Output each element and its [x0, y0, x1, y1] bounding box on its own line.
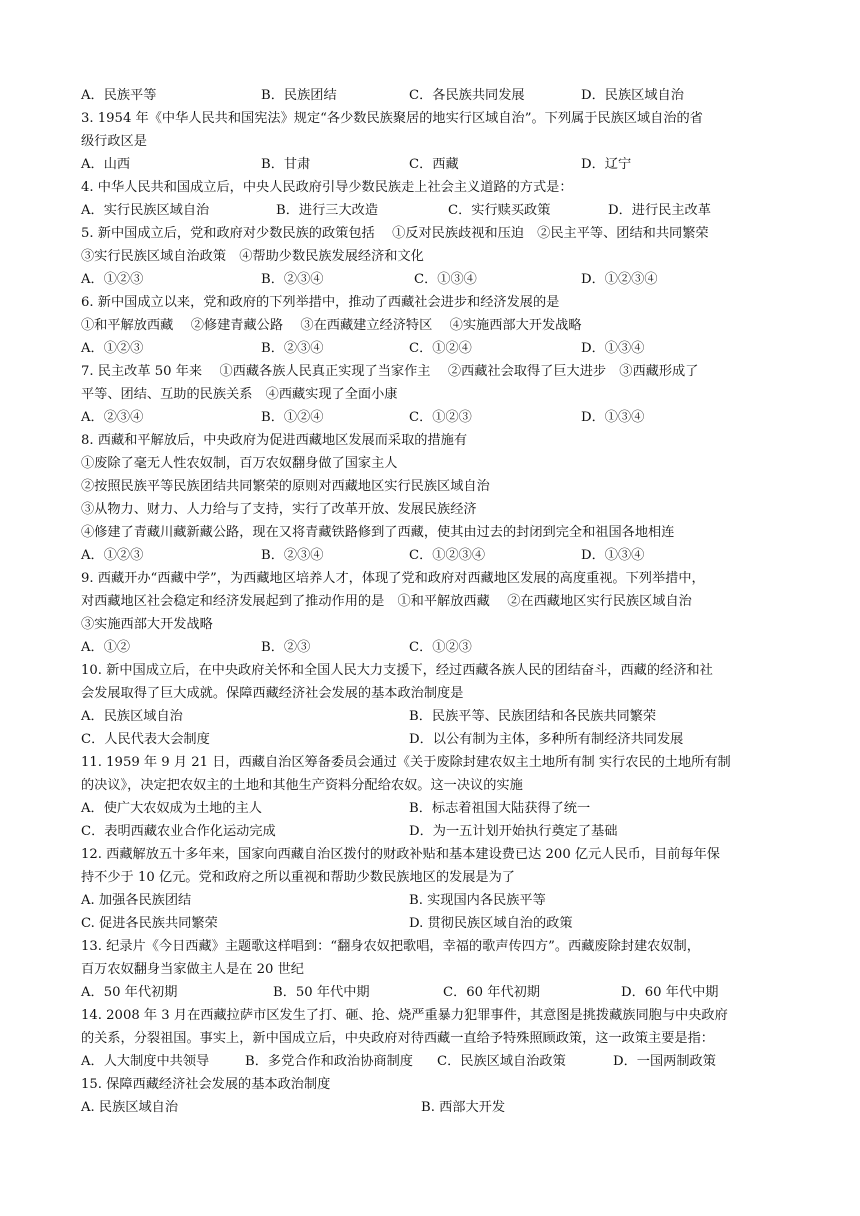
answer-option: B．甘肃: [261, 157, 311, 172]
answer-option: D．进行民主改革: [608, 203, 711, 218]
answer-option: B．民族平等、民族团结和各民族共同繁荣: [409, 709, 657, 724]
answer-option: D．60 年代中期: [621, 985, 719, 1000]
question-text-line: ①和平解放西藏 ②修建青藏公路 ③在西藏建立经济特区 ④实施西部大开发战略: [81, 318, 582, 333]
question-text-line: 5. 新中国成立后，党和政府对少数民族的政策包括 ①反对民族歧视和压迫 ②民主平等、团结和共同繁荣: [81, 226, 709, 241]
answer-option: D．以公有制为主体，多种所有制经济共同发展: [409, 732, 684, 747]
answer-option: A．①②③: [81, 272, 144, 287]
answer-option: A．②③④: [81, 410, 144, 425]
answer-option: C．①②④: [409, 341, 472, 356]
answer-options-row: [81, 153, 781, 176]
question-text-line: 12. 西藏解放五十多年来，国家向西藏自治区拨付的财政补贴和基本建设费已达 200 亿元人民币，目前每年保: [81, 847, 720, 862]
answer-option: B．②③④: [261, 341, 324, 356]
answer-option: B．①②④: [261, 410, 324, 425]
answer-option: C．60 年代初期: [443, 985, 540, 1000]
answer-options-row: [81, 705, 781, 728]
question-text-line: 3. 1954 年《中华人民共和国宪法》规定“各少数民族聚居的地实行区域自治”。下列属于民族区域自治的省: [81, 111, 703, 126]
question-text-line: 级行政区是: [81, 134, 147, 149]
answer-option: A．山西: [81, 157, 131, 172]
answer-options-row: [81, 84, 781, 107]
answer-option: A．①②③: [81, 341, 144, 356]
question-text-line: 对西藏地区社会稳定和经济发展起到了推动作用的是 ①和平解放西藏 ②在西藏地区实行民族区域自治: [81, 594, 692, 609]
question-text-line: ③实行民族区域自治政策 ④帮助少数民族发展经济和文化: [81, 249, 424, 264]
answer-option: A．人大制度中共领导: [81, 1054, 210, 1069]
question-text-line: 7. 民主改革 50 年来 ①西藏各族人民真正实现了当家作主 ②西藏社会取得了巨大进步 ③西藏形成了: [81, 364, 699, 379]
answer-option: B. 西部大开发: [421, 1100, 506, 1115]
answer-options-row: [81, 981, 781, 1004]
answer-option: C．①②③④: [409, 548, 486, 563]
answer-option: B．标志着祖国大陆获得了统一: [409, 801, 591, 816]
answer-options-row: [81, 1050, 781, 1073]
answer-option: A．①②③: [81, 548, 144, 563]
answer-options-row: [81, 728, 781, 751]
answer-option: A．民族区域自治: [81, 709, 183, 724]
answer-option: D．①②③④: [581, 272, 658, 287]
question-text-line: ③实施西部大开发战略: [81, 617, 213, 632]
question-text-line: 平等、团结、互助的民族关系 ④西藏实现了全面小康: [81, 387, 398, 402]
answer-options-row: [81, 1096, 781, 1119]
answer-option: B．②③④: [261, 548, 324, 563]
answer-options-row: [81, 406, 781, 429]
answer-option: C．表明西藏农业合作化运动完成: [81, 824, 276, 839]
question-text-line: 11. 1959 年 9 月 21 日，西藏自治区筹备委员会通过《关于废除封建农奴主土地所有制 实行农民的土地所有制: [81, 755, 731, 770]
answer-option: D．为一五计划开始执行奠定了基础: [409, 824, 618, 839]
question-text-line: 的决议》，决定把农奴主的土地和其他生产资料分配给农奴。这一决议的实施: [81, 778, 523, 793]
question-text-line: ④修建了青藏川藏新藏公路，现在又将青藏铁路修到了西藏，使其由过去的封闭到完全和祖国各地相连: [81, 525, 675, 540]
answer-options-row: [81, 797, 781, 820]
question-text-line: 15. 保障西藏经济社会发展的基本政治制度: [81, 1077, 331, 1092]
answer-option: A. 加强各民族团结: [81, 893, 192, 908]
question-text-line: 的关系，分裂祖国。事实上，新中国成立后，中央政府对待西藏一直给予特殊照顾政策，这一政策主要是指：: [81, 1031, 714, 1046]
answer-option: B．多党合作和政治协商制度: [245, 1054, 413, 1069]
answer-options-row: [81, 912, 781, 935]
answer-options-row: [81, 268, 781, 291]
answer-options-row: [81, 337, 781, 360]
question-text-line: 9. 西藏开办“西藏中学”，为西藏地区培养人才，体现了党和政府对西藏地区发展的高度重视。下列举措中，: [81, 571, 705, 586]
answer-option: C．西藏: [409, 157, 459, 172]
answer-option: A．实行民族区域自治: [81, 203, 210, 218]
answer-option: D．①③④: [581, 410, 645, 425]
question-text-line: ③从物力、财力、人力给与了支持，实行了改革开放、发展民族经济: [81, 502, 477, 517]
answer-option: D．一国两制政策: [613, 1054, 716, 1069]
question-text-line: ②按照民族平等民族团结共同繁荣的原则对西藏地区实行民族区域自治: [81, 479, 490, 494]
question-text-line: ①废除了毫无人性农奴制，百万农奴翻身做了国家主人: [81, 456, 398, 471]
answer-option: A．民族平等: [81, 88, 157, 103]
answer-option: C．实行赎买政策: [448, 203, 551, 218]
question-text-line: 会发展取得了巨大成就。保障西藏经济社会发展的基本政治制度是: [81, 686, 464, 701]
question-text-line: 4. 中华人民共和国成立后，中央人民政府引导少数民族走上社会主义道路的方式是：: [81, 180, 573, 195]
answer-option: C．人民代表大会制度: [81, 732, 210, 747]
answer-options-row: [81, 820, 781, 843]
answer-option: C．①②③: [409, 640, 472, 655]
answer-options-row: [81, 889, 781, 912]
question-text-line: 10. 新中国成立后，在中央政府关怀和全国人民大力支援下，经过西藏各族人民的团结奋斗，西藏的经济和社: [81, 663, 713, 678]
answer-option: B．进行三大改造: [276, 203, 379, 218]
question-text-line: 百万农奴翻身当家做主人是在 20 世纪: [81, 962, 304, 977]
answer-option: B. 实现国内各民族平等: [409, 893, 546, 908]
answer-option: C. 促进各民族共同繁荣: [81, 916, 218, 931]
answer-option: D. 贯彻民族区域自治的政策: [409, 916, 573, 931]
answer-option: [581, 636, 781, 659]
answer-option: B．②③④: [261, 272, 324, 287]
answer-option: B．50 年代中期: [273, 985, 370, 1000]
answer-option: D．民族区域自治: [581, 88, 684, 103]
answer-options-row: [81, 199, 781, 222]
answer-option: A．50 年代初期: [81, 985, 178, 1000]
answer-options-row: [81, 636, 781, 659]
answer-option: D．①③④: [581, 341, 645, 356]
answer-options-row: [81, 544, 781, 567]
question-text-line: 14. 2008 年 3 月在西藏拉萨市区发生了打、砸、抢、烧严重暴力犯罪事件，其意图是挑拨藏族同胞与中央政府: [81, 1008, 728, 1023]
answer-option: D．①③④: [581, 548, 645, 563]
question-text-line: 6. 新中国成立以来，党和政府的下列举措中，推动了西藏社会进步和经济发展的是: [81, 295, 560, 310]
answer-option: C．①②③: [409, 410, 472, 425]
answer-option: A. 民族区域自治: [81, 1100, 179, 1115]
question-text-line: 13. 纪录片《今日西藏》主题歌这样唱到：“翻身农奴把歌唱，幸福的歌声传四方”。西藏废除封建农奴制，: [81, 939, 700, 954]
answer-option: C．①③④: [414, 272, 477, 287]
answer-option: C．各民族共同发展: [409, 88, 525, 103]
answer-option: A．使广大农奴成为土地的主人: [81, 801, 262, 816]
answer-option: D．辽宁: [581, 157, 632, 172]
question-text-line: 持不少于 10 亿元。党和政府之所以重视和帮助少数民族地区的发展是为了: [81, 870, 515, 885]
exam-page: [81, 84, 781, 1119]
question-text-line: 8. 西藏和平解放后，中央政府为促进西藏地区发展而采取的措施有: [81, 433, 468, 448]
answer-option: B．②③: [261, 640, 311, 655]
answer-option: C．民族区域自治政策: [437, 1054, 566, 1069]
answer-option: A．①②: [81, 640, 131, 655]
answer-option: B．民族团结: [261, 88, 337, 103]
